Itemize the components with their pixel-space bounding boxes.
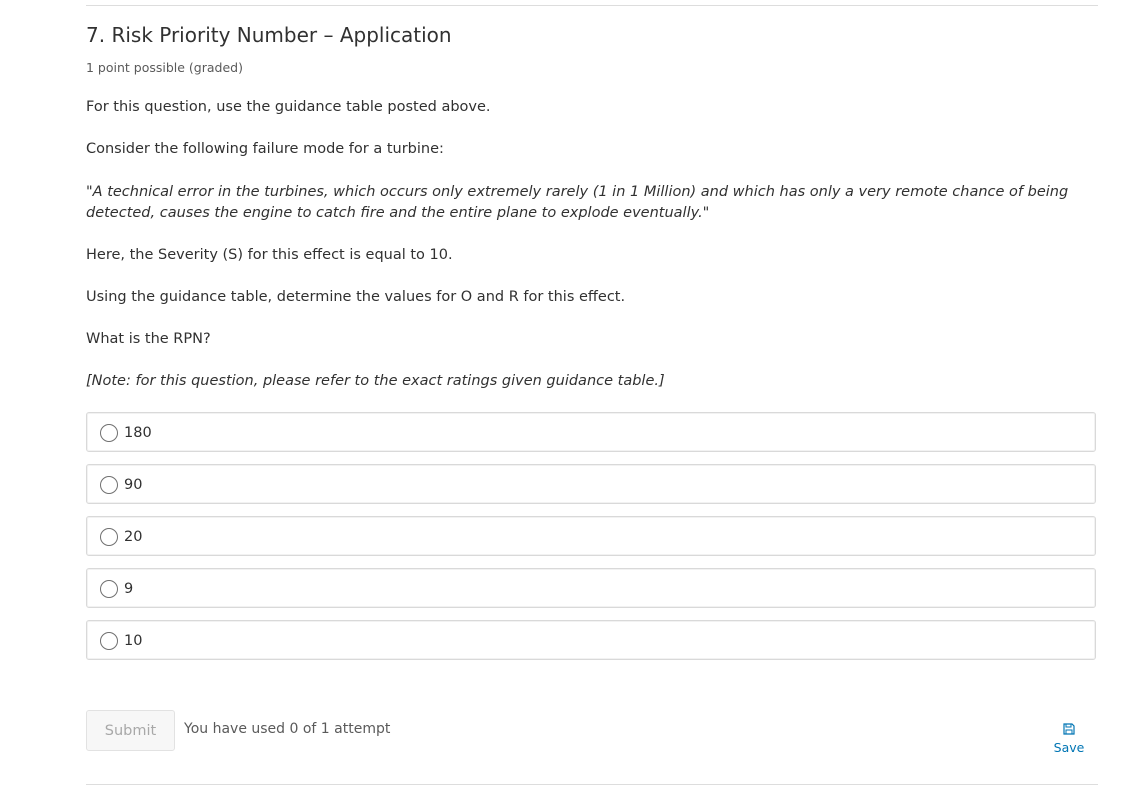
option-label: 9 xyxy=(124,581,134,597)
question-text-severity: Here, the Severity (S) for this effect is equal to 10. xyxy=(86,247,453,263)
answer-option-20[interactable] xyxy=(86,516,1096,556)
question-text-rpn: What is the RPN? xyxy=(86,331,211,347)
answer-option-90[interactable] xyxy=(86,464,1096,504)
radio-button[interactable] xyxy=(100,424,118,442)
bottom-divider xyxy=(86,784,1098,785)
radio-button[interactable] xyxy=(100,528,118,546)
option-label: 20 xyxy=(124,529,143,545)
submit-button[interactable]: Submit xyxy=(86,710,175,751)
radio-button[interactable] xyxy=(100,476,118,494)
question-text-determine: Using the guidance table, determine the values for O and R for this effect. xyxy=(86,289,626,305)
option-label: 180 xyxy=(124,425,152,441)
option-label: 10 xyxy=(124,633,143,649)
save-button[interactable] xyxy=(1044,722,1094,758)
option-label: 90 xyxy=(124,477,143,493)
problem-title: 7. Risk Priority Number – Application xyxy=(86,23,452,47)
attempts-counter: You have used 0 of 1 attempt xyxy=(184,721,391,737)
question-text-guidance: For this question, use the guidance table posted above. xyxy=(86,99,491,115)
radio-button[interactable] xyxy=(100,580,118,598)
save-label: Save xyxy=(1053,740,1085,755)
failure-mode-quote: "A technical error in the turbines, which occurs only extremely rarely (1 in 1 Million) and which has only a very remote chance of being detected, causes the engine to catch fire and the entire plane to explode eventually." xyxy=(86,184,1069,221)
points-possible: 1 point possible (graded) xyxy=(86,60,243,75)
top-divider xyxy=(86,5,1098,6)
answer-option-180[interactable] xyxy=(86,412,1096,452)
question-note: [Note: for this question, please refer to the exact ratings given guidance table.] xyxy=(86,373,665,389)
question-text-consider: Consider the following failure mode for a turbine: xyxy=(86,141,444,157)
floppy-disk-icon xyxy=(1063,723,1075,735)
radio-button[interactable] xyxy=(100,632,118,650)
answer-option-9[interactable] xyxy=(86,568,1096,608)
answer-option-10[interactable] xyxy=(86,620,1096,660)
